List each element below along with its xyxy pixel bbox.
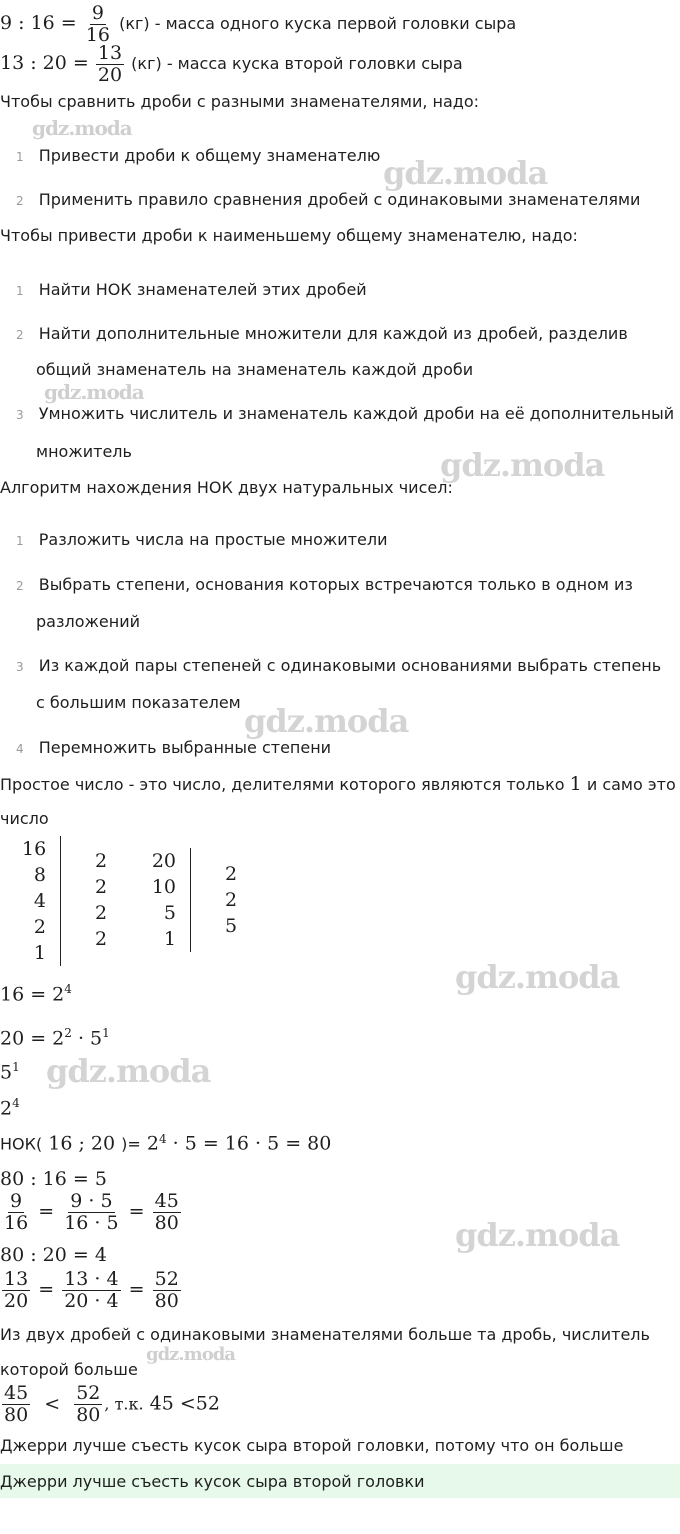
prime-definition-cont: число	[0, 809, 49, 828]
comparison-rule-cont: которой больше	[0, 1360, 138, 1379]
list-item-continuation: с большим показателем	[36, 693, 241, 712]
mass2-equation: 13 : 20 =	[0, 52, 89, 74]
selected-power-2: $2^4$	[0, 1096, 20, 1120]
list-item-continuation: общий знаменатель на знаменатель каждой дроби	[36, 360, 474, 379]
divider	[60, 836, 61, 966]
list-item: 1 Разложить числа на простые множители	[16, 530, 388, 549]
fraction-conversion-2: $\frac{13}{20}$ = $\frac{13 \cdot 4}{20 \cdot 4}$ = $\frac{52}{80}$	[4, 1268, 179, 1312]
list-item: 2 Выбрать степени, основания которых встречаются только в одном из	[16, 575, 633, 594]
conclusion-statement: Джерри лучше съесть кусок сыра второй головки, потому что он больше	[0, 1436, 624, 1455]
list-item-continuation: множитель	[36, 442, 132, 461]
mass1-text: (кг) - масса одного куска первой головки сыра	[119, 14, 517, 33]
list-item: 4 Перемножить выбранные степени	[16, 738, 332, 757]
mass2-fraction: $\frac{13}{20}$	[97, 42, 123, 86]
divider	[190, 848, 191, 952]
list-item-continuation: разложений	[36, 612, 140, 631]
watermark: gdz.moda	[44, 380, 144, 404]
expansion-16: $16 = 2^4$	[0, 982, 72, 1006]
lcm-intro: Алгоритм нахождения НОК двух натуральных чисел:	[0, 478, 453, 497]
answer-text: Джерри лучше съесть кусок сыра второй головки	[0, 1472, 425, 1491]
final-comparison: $\frac{45}{80}$ < $\frac{52}{80}$ , т.к. 45 <52	[4, 1382, 220, 1426]
mass2-line	[0, 44, 463, 85]
mass1-fraction: $\frac{9}{16}$	[85, 2, 110, 46]
list-item: 1 Привести дроби к общему знаменателю	[16, 146, 381, 165]
watermark: gdz.moda	[440, 446, 605, 484]
comparison-rule: Из двух дробей с одинаковыми знаменателями больше та дробь, числитель	[0, 1325, 650, 1344]
mass1-line	[0, 4, 516, 45]
watermark: gdz.moda	[383, 154, 548, 192]
compare-intro: Чтобы сравнить дроби с разными знаменателями, надо:	[0, 92, 480, 111]
multiplier-1: 80 : 16 = 5	[0, 1168, 107, 1190]
watermark: gdz.moda	[32, 116, 132, 140]
watermark: gdz.moda	[455, 958, 620, 996]
list-item: 3 Из каждой пары степеней с одинаковыми основаниями выбрать степень	[16, 656, 662, 675]
mass2-text: (кг) - масса куска второй головки сыра	[131, 54, 463, 73]
list-item: 1 Найти НОК знаменателей этих дробей	[16, 280, 367, 299]
watermark: gdz.moda	[46, 1052, 211, 1090]
watermark: gdz.moda	[146, 1344, 235, 1365]
list-item: 2 Применить правило сравнения дробей с одинаковыми знаменателями	[16, 190, 641, 209]
list-item: 3 Умножить числитель и знаменатель каждой дроби на её дополнительный	[16, 404, 675, 423]
fraction-conversion-1: $\frac{9}{16}$ = $\frac{9 \cdot 5}{16 \cdot 5}$ = $\frac{45}{80}$	[4, 1190, 179, 1234]
watermark: gdz.moda	[455, 1216, 620, 1254]
lcd-intro: Чтобы привести дроби к наименьшему общему знаменателю, надо:	[0, 226, 578, 245]
list-item: 2 Найти дополнительные множители для каждой из дробей, разделив	[16, 324, 628, 343]
selected-power-5: $5^1$	[0, 1060, 20, 1084]
watermark: gdz.moda	[244, 702, 409, 740]
mass1-equation: 9 : 16 =	[0, 12, 77, 34]
prime-definition: Простое число - это число, делителями которого являются только 1 и само это	[0, 773, 676, 795]
multiplier-2: 80 : 20 = 4	[0, 1244, 107, 1266]
expansion-20: $20 = 2^2 \cdot 5^1$	[0, 1026, 110, 1050]
nok-line: НОК( 16 ; 20 )= $2^4 \cdot 5 = 16 \cdot 5 = 80$	[0, 1132, 332, 1155]
